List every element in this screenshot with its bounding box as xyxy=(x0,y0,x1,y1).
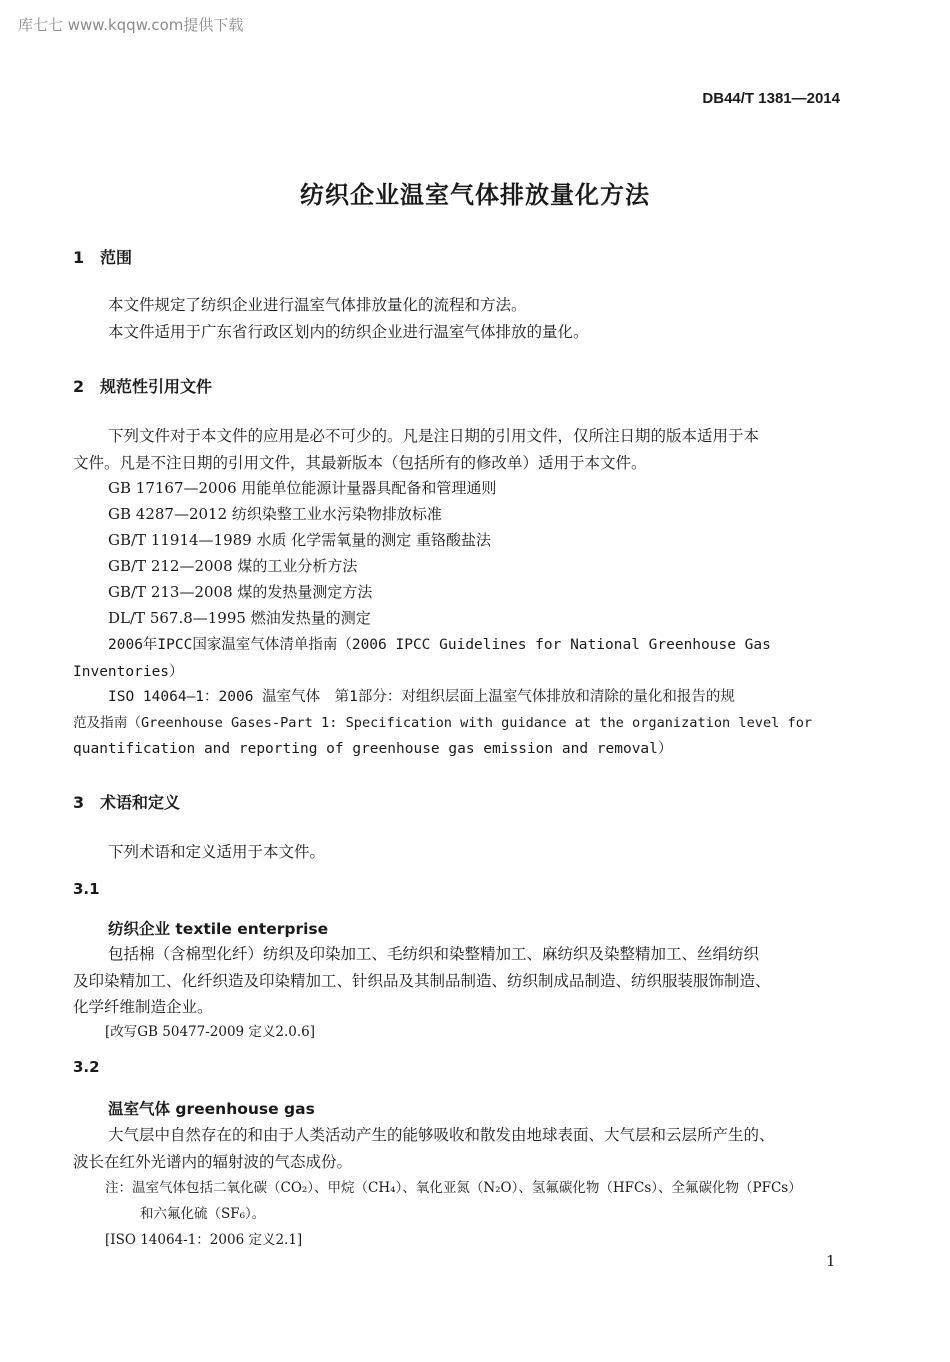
reference-item: GB 4287—2012 纺织染整工业水污染物排放标准 xyxy=(108,505,442,523)
reference-item: GB/T 11914—1989 水质 化学需氧量的测定 重铬酸盐法 xyxy=(108,531,492,549)
definition-source: [改写GB 50477-2009 定义2.0.6] xyxy=(105,1024,316,1040)
definition-line: 波长在红外光谱内的辐射波的气态成份。 xyxy=(73,1153,353,1171)
reference-item: GB 17167—2006 用能单位能源计量器具配备和管理通则 xyxy=(108,479,497,497)
section-1-heading xyxy=(73,245,132,268)
references-intro-line-1: 下列文件对于本文件的应用是必不可少的。凡是注日期的引用文件，仅所注日期的版本适用于本 xyxy=(108,427,760,445)
terms-intro: 下列术语和定义适用于本文件。 xyxy=(108,843,326,861)
clause-number-3-2: 3.2 xyxy=(73,1058,100,1076)
clause-number-3-1: 3.1 xyxy=(73,880,100,898)
scope-paragraph-2: 本文件适用于广东省行政区划内的纺织企业进行温室气体排放的量化。 xyxy=(108,323,589,341)
watermark: 库七七 www.kqqw.com提供下载 xyxy=(18,16,244,34)
section-3-heading xyxy=(73,790,180,813)
note-line: 和六氟化硫（SF₆）。 xyxy=(140,1206,266,1222)
definition-source: [ISO 14064-1：2006 定义2.1] xyxy=(105,1232,303,1248)
section-number: 2 xyxy=(73,377,85,396)
term-greenhouse-gas: 温室气体 greenhouse gas xyxy=(108,1100,315,1118)
document-number: DB44/T 1381—2014 xyxy=(702,90,840,107)
section-number: 3 xyxy=(73,793,85,812)
section-title: 规范性引用文件 xyxy=(100,377,213,396)
reference-item: GB/T 212—2008 煤的工业分析方法 xyxy=(108,557,358,575)
page-title: 纺织企业温室气体排放量化方法 xyxy=(300,181,650,209)
definition-line: 大气层中自然存在的和由于人类活动产生的能够吸收和散发由地球表面、大气层和云层所产生的、 xyxy=(108,1126,775,1144)
definition-line: 包括棉（含棉型化纤）纺织及印染加工、毛纺织和染整精加工、麻纺织及染整精加工、丝绢纺织 xyxy=(108,945,760,963)
definition-line: 及印染精加工、化纤织造及印染精加工、针织品及其制品制造、纺织制成品制造、纺织服装服饰制造、 xyxy=(73,972,771,990)
reference-item: DL/T 567.8—1995 燃油发热量的测定 xyxy=(108,609,371,627)
section-2-heading xyxy=(73,374,212,397)
definition-line: 化学纤维制造企业。 xyxy=(73,998,213,1016)
references-intro-line-2: 文件。凡是不注日期的引用文件，其最新版本（包括所有的修改单）适用于本文件。 xyxy=(73,454,647,472)
ipcc-reference-line-1: 2006年IPCC国家温室气体清单指南（2006 IPCC Guidelines for National Greenhouse Gas xyxy=(108,637,771,653)
ipcc-reference-line-2: Inventories） xyxy=(73,664,184,680)
term-textile-enterprise: 纺织企业 textile enterprise xyxy=(108,920,329,938)
iso-reference-line-2: 范及指南（Greenhouse Gases-Part 1: Specification with guidance at the organization level for xyxy=(73,715,813,731)
scope-paragraph-1: 本文件规定了纺织企业进行温室气体排放量化的流程和方法。 xyxy=(108,296,527,314)
iso-reference-line-3: quantification and reporting of greenhouse gas emission and removal） xyxy=(73,741,673,757)
page-number: 1 xyxy=(826,1252,836,1270)
reference-item: GB/T 213—2008 煤的发热量测定方法 xyxy=(108,583,373,601)
section-number: 1 xyxy=(73,248,85,267)
note-line: 注：温室气体包括二氧化碳（CO₂）、甲烷（CH₄）、氧化亚氮（N₂O）、氢氟碳化物（HFCs）、全氟碳化物（PFCs） xyxy=(105,1180,802,1196)
iso-reference-line-1: ISO 14064—1：2006 温室气体 第1部分：对组织层面上温室气体排放和清除的量化和报告的规 xyxy=(108,689,735,705)
section-title: 范围 xyxy=(100,248,133,267)
section-title: 术语和定义 xyxy=(100,793,181,812)
